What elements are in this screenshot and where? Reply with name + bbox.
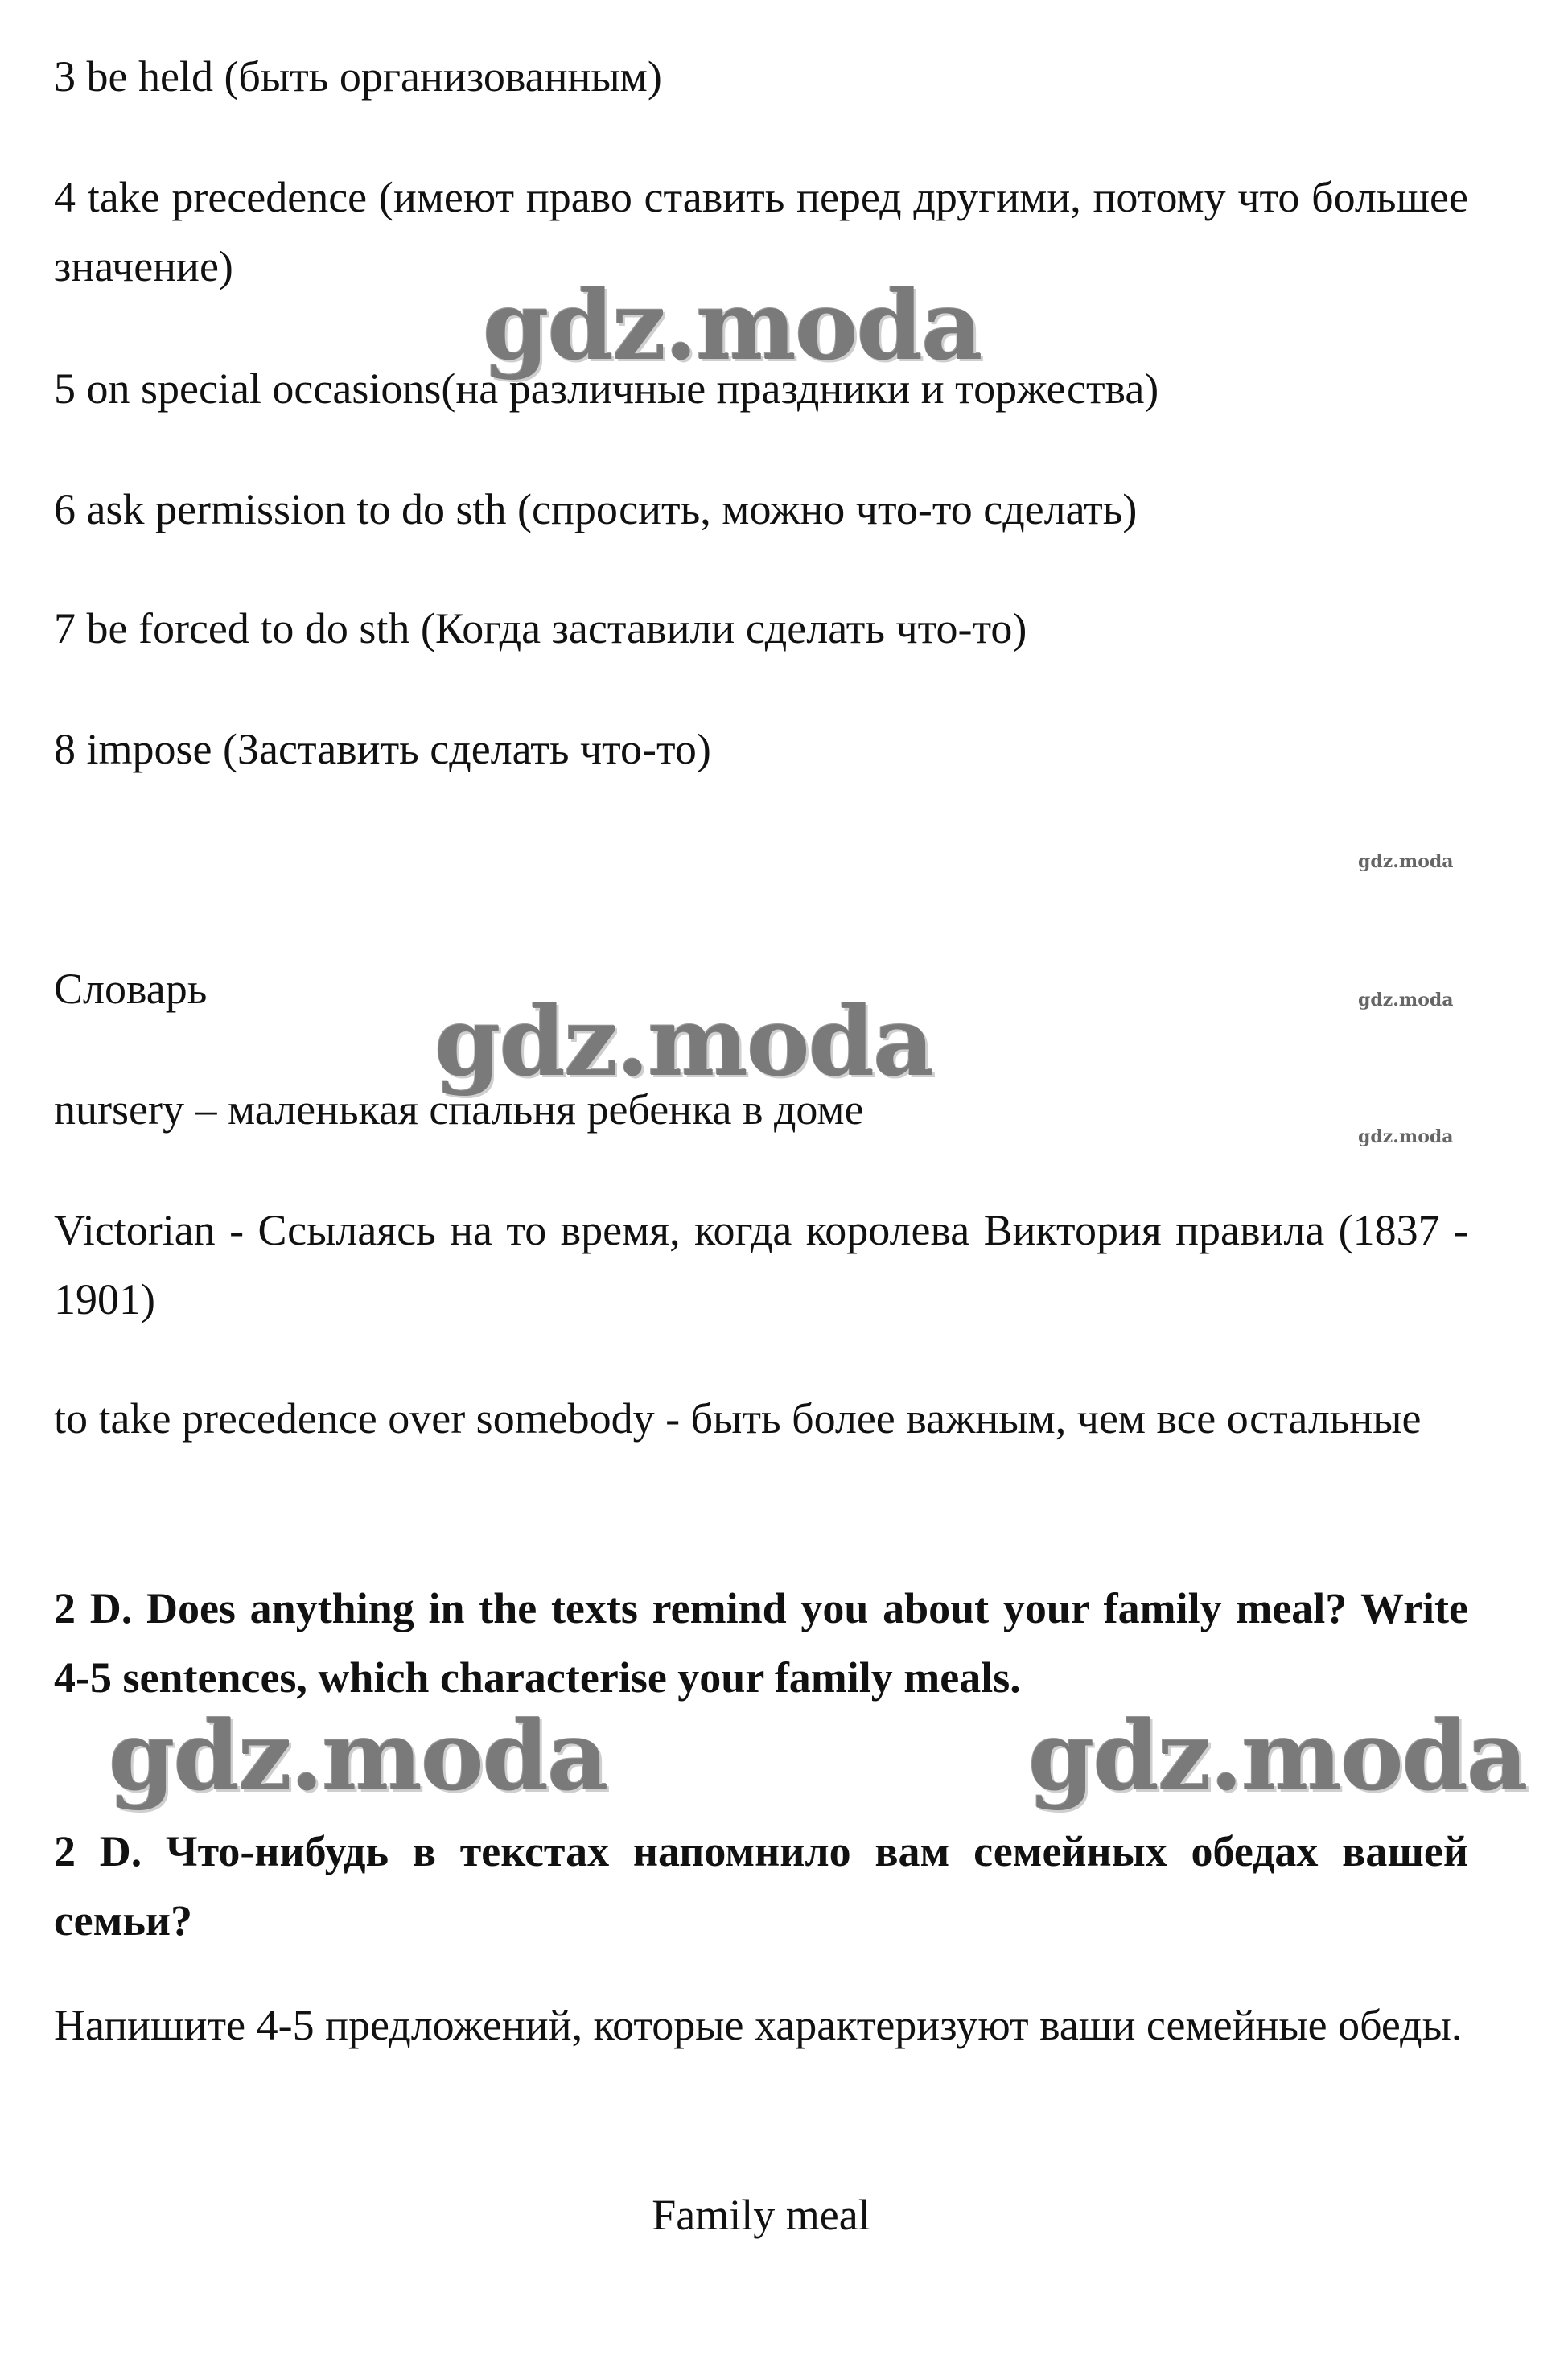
task-english: 2 D. Does anything in the texts remind you about your family meal? Write 4-5 sentences, which characterise your family meals. [54, 1584, 1468, 1702]
list-item-3: 3 be held (быть организованным) [54, 52, 662, 101]
list-item-5: 5 on special occasions(на различные праздники и торжества) [54, 364, 1159, 413]
dictionary-entry-nursery: nursery – маленькая спальня ребенка в доме [54, 1085, 864, 1134]
dictionary-entry-precedence: to take precedence over somebody - быть более важным, чем все остальные [54, 1394, 1422, 1443]
dictionary-heading: Словарь [54, 965, 208, 1013]
task-russian-instruction: Напишите 4-5 предложений, которые характеризуют ваши семейные обеды. [54, 2001, 1463, 2049]
watermark-small: gdz.moda [1358, 990, 1454, 1011]
watermark-large: gdz.moda [109, 1700, 607, 1812]
watermark-large: gdz.moda [434, 986, 933, 1097]
watermark-large: gdz.moda [1028, 1700, 1527, 1812]
list-item-4: 4 take precedence (имеют право ставить перед другими, потому что большее значение) [54, 173, 1468, 290]
list-item-7: 7 be forced to do sth (Когда заставили сделать что-то) [54, 604, 1027, 652]
dictionary-entry-victorian: Victorian - Ссылаясь на то время, когда королева Виктория правила (1837 - 1901) [54, 1206, 1468, 1323]
watermark-small: gdz.moda [1358, 1126, 1454, 1147]
task-russian-title: 2 D. Что-нибудь в текстах напомнило вам семейных обедах вашей семьи? [54, 1827, 1468, 1945]
watermark-small: gdz.moda [1358, 851, 1454, 872]
list-item-8: 8 impose (Заставить сделать что-то) [54, 725, 711, 773]
list-item-6: 6 ask permission to do sth (спросить, можно что-то сделать) [54, 485, 1138, 533]
watermark-large: gdz.moda [483, 270, 982, 381]
section-title: Family meal [652, 2191, 870, 2239]
